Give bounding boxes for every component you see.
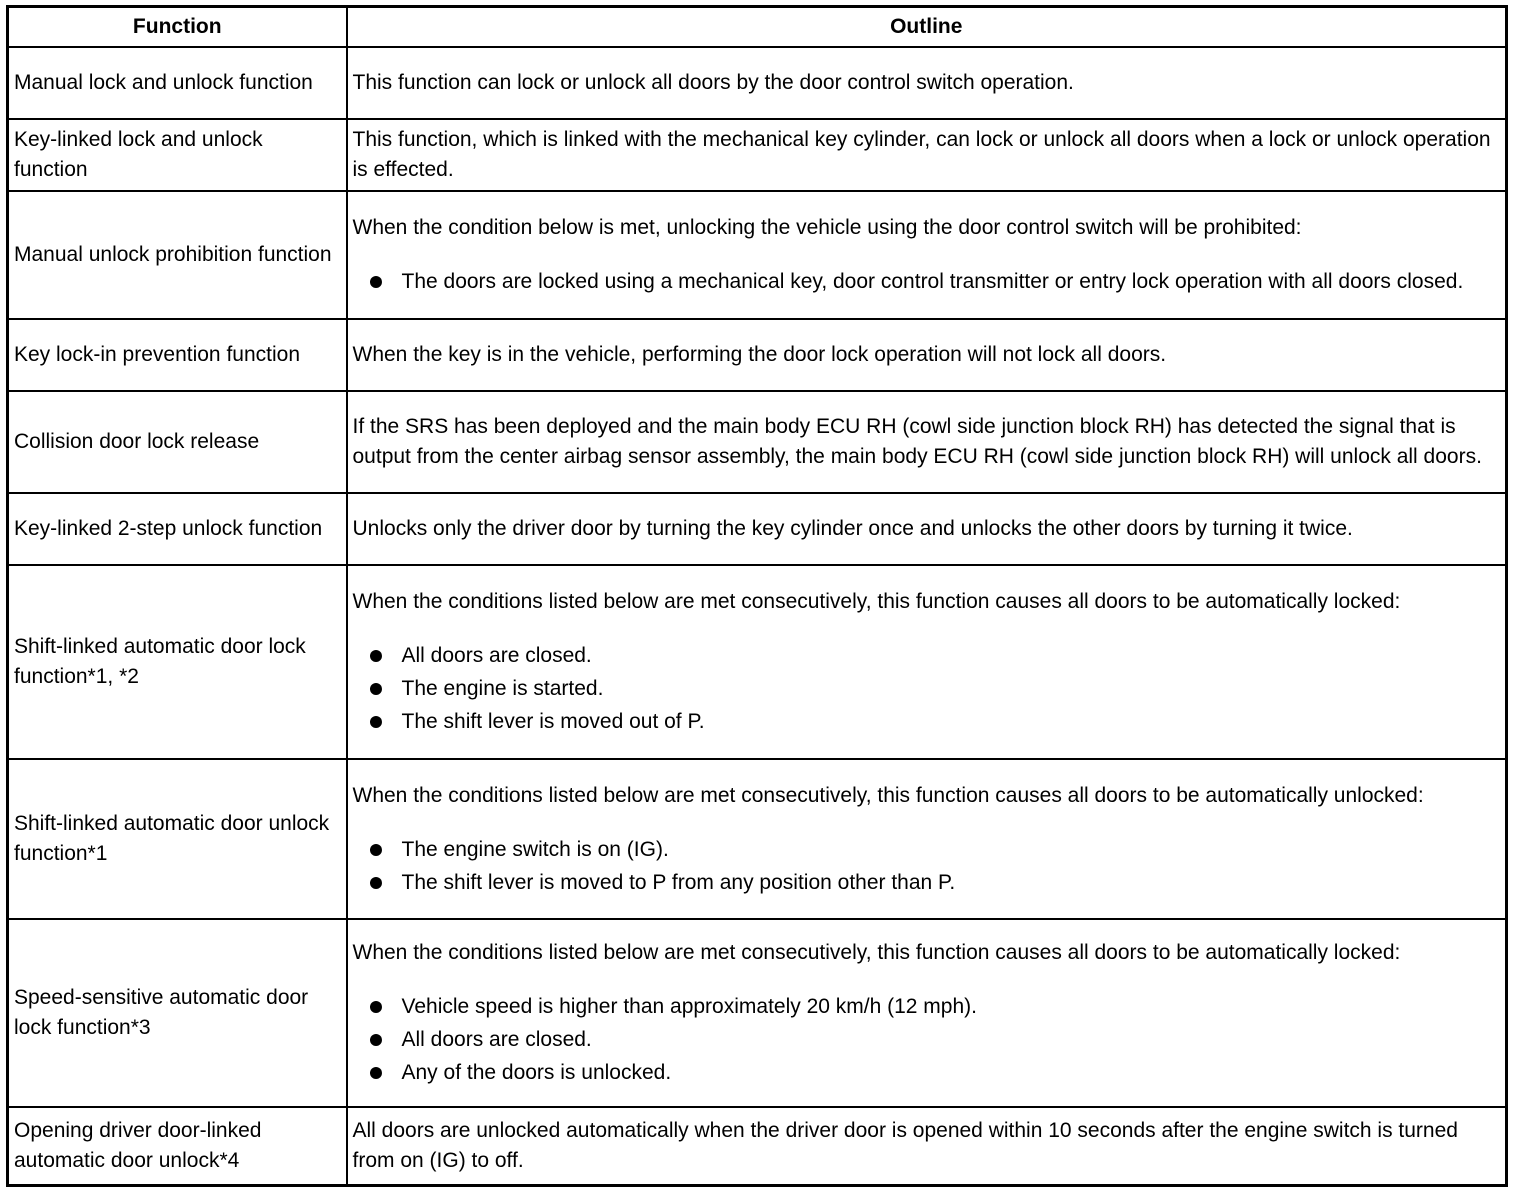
- outline-text: This function, which is linked with the mechanical key cylinder, can lock or unlock all doors when a lock or unlock operation is effected.: [352, 128, 1491, 181]
- outline-text: This function can lock or unlock all doors by the door control switch operation.: [352, 71, 1074, 94]
- outline-text: When the conditions listed below are met consecutively, this function causes all doors to be automatically unlocked:: [352, 783, 1424, 807]
- condition-item: All doors are closed.: [353, 1025, 1501, 1055]
- table-row: [8, 759, 1507, 919]
- outline-text: When the conditions listed below are met consecutively, this function causes all doors to be automatically locked:: [352, 590, 1401, 613]
- function-cell: Collision door lock release: [8, 391, 347, 493]
- outline-cell: [347, 1107, 1507, 1185]
- table-row: [8, 565, 1507, 759]
- outline-text: When the key is in the vehicle, performing the door lock operation will not lock all doors.: [352, 343, 1167, 366]
- function-cell: Key-linked 2-step unlock function: [8, 493, 347, 565]
- header-outline: Outline: [347, 7, 1507, 48]
- table-row: [8, 919, 1507, 1107]
- function-cell: Shift-linked automatic door unlock function*1: [8, 759, 347, 919]
- table-row: [8, 119, 1507, 191]
- condition-item: The doors are locked using a mechanical key, door control transmitter or entry lock operation with all doors closed.: [353, 267, 1501, 297]
- outline-cell: [347, 759, 1507, 919]
- outline-cell: [347, 391, 1507, 493]
- condition-item: The shift lever is moved to P from any position other than P.: [353, 868, 1501, 898]
- header-function: Function: [8, 7, 347, 48]
- outline-cell: [347, 119, 1507, 191]
- condition-item: Vehicle speed is higher than approximately 20 km/h (12 mph).: [353, 992, 1501, 1022]
- outline-text: When the condition below is met, unlocking the vehicle using the door control switch will be prohibited:: [352, 216, 1302, 239]
- function-cell: Key-linked lock and unlock function: [8, 119, 347, 191]
- condition-list: [353, 267, 1501, 297]
- table-row: [8, 391, 1507, 493]
- condition-list: [353, 835, 1501, 898]
- function-cell: Manual unlock prohibition function: [8, 191, 347, 319]
- function-cell: Shift-linked automatic door lock function*1, *2: [8, 565, 347, 759]
- table-row: [8, 493, 1507, 565]
- outline-text: When the conditions listed below are met consecutively, this function causes all doors to be automatically locked:: [352, 941, 1401, 964]
- condition-list: [353, 992, 1501, 1088]
- table-row: [8, 191, 1507, 319]
- outline-cell: [347, 47, 1507, 119]
- condition-item: The shift lever is moved out of P.: [353, 707, 1501, 737]
- condition-item: Any of the doors is unlocked.: [353, 1058, 1501, 1088]
- table-row: [8, 1107, 1507, 1185]
- function-cell: Key lock-in prevention function: [8, 319, 347, 391]
- condition-list: [353, 641, 1501, 737]
- outline-cell: [347, 493, 1507, 565]
- function-outline-table: [6, 5, 1508, 1187]
- table-row: [8, 319, 1507, 391]
- function-cell: Manual lock and unlock function: [8, 47, 347, 119]
- outline-cell: [347, 565, 1507, 759]
- header-row: [8, 7, 1507, 48]
- condition-item: The engine is started.: [353, 674, 1501, 704]
- table-row: [8, 47, 1507, 119]
- outline-cell: [347, 919, 1507, 1107]
- function-cell: Opening driver door-linked automatic door unlock*4: [8, 1107, 347, 1185]
- outline-text: All doors are unlocked automatically when the driver door is opened within 10 seconds after the engine switch is turned from on (IG) to off.: [352, 1118, 1458, 1172]
- condition-item: All doors are closed.: [353, 641, 1501, 671]
- outline-text: If the SRS has been deployed and the main body ECU RH (cowl side junction block RH) has detected the signal that is output from the center airbag sensor assembly, the main body ECU RH (cowl side junction block RH) will unlock all doors.: [352, 415, 1482, 468]
- outline-cell: [347, 191, 1507, 319]
- outline-cell: [347, 319, 1507, 391]
- outline-text: Unlocks only the driver door by turning the key cylinder once and unlocks the other doors by turning it twice.: [352, 517, 1353, 540]
- condition-item: The engine switch is on (IG).: [353, 835, 1501, 865]
- function-cell: Speed-sensitive automatic door lock function*3: [8, 919, 347, 1107]
